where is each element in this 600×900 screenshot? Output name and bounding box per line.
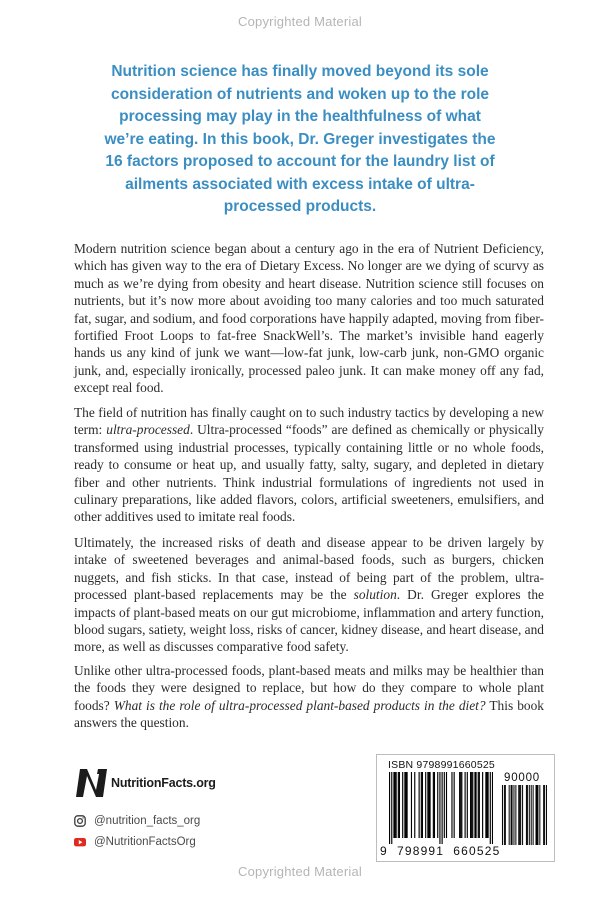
- addon-bar: [543, 785, 544, 845]
- barcode-bar: [389, 772, 390, 844]
- emphasis-question: What is the role of ultra-processed plant-based products in the diet?: [113, 697, 486, 713]
- barcode-bar: [465, 772, 466, 838]
- barcode-bar: [419, 772, 420, 838]
- barcode-bar: [433, 772, 434, 838]
- ean13-bars: [389, 772, 493, 844]
- barcode-bar: [404, 772, 405, 838]
- barcode-bar: [475, 772, 476, 838]
- barcode-bar: [405, 772, 406, 838]
- addon-bar: [502, 785, 503, 845]
- youtube-icon: [74, 836, 86, 848]
- addon-bar: [511, 785, 512, 845]
- instagram-handle[interactable]: [74, 813, 200, 829]
- barcode-bar: [434, 772, 435, 838]
- barcode-bar: [482, 772, 483, 838]
- addon-bar: [515, 785, 516, 845]
- barcode-bar: [471, 772, 472, 838]
- barcode-bar: [486, 772, 487, 838]
- barcode-bar: [451, 772, 452, 838]
- paragraph-text: . Dr. Greger explores the impacts of plant-based meats on our gut microbiome, inflammation and artery function, blood sugars, satiety, weight loss, risks of cancer, kidney disease, and heart disease, and more, as well as discusses comparative food safety.: [74, 587, 545, 655]
- isbn-barcode: [376, 754, 555, 862]
- addon-bar: [537, 785, 538, 845]
- ean-human-readable: 9 798991 660525: [380, 844, 501, 858]
- addon-bar: [526, 785, 527, 845]
- paragraph-text: This book answers the question.: [74, 697, 544, 731]
- description-paragraph-1: Modern nutrition science began about a century ago in the era of Nutrient Deficiency, which has given way to the era of Dietary Excess. No longer are we dying of scurvy as much as we’re dying from obesity and heart disease. Nutrition science still focuses on nutrients, but it’s now more about avoiding too many calories and too much saturated fat, sugar, and sodium, and food corporations have happily adapted, moving from fiber-fortified Froot Loops to fat-free SnackWell’s. The market’s invisible hand eagerly hands us any kind of junk we want—low-fat junk, low-carb junk, non-GMO organic junk, and, especially ironically, processed paleo junk. It can make money off any fad, except real food.: [74, 241, 544, 396]
- addon-bar: [522, 785, 523, 845]
- addon-bar: [527, 785, 528, 845]
- barcode-bar: [411, 772, 412, 838]
- description-paragraph-2: [74, 404, 544, 526]
- emphasis-term: solution: [353, 587, 397, 603]
- paragraph-text: Ultimately, the increased risks of death and disease appear to be driven largely by intake of sweetened beverages and animal-based foods, such as burgers, chicken nuggets, and fish sticks. In that case, instead of being part of the problem, ultra-processed plant-based replacements may be the: [74, 535, 544, 603]
- barcode-bar: [467, 772, 468, 838]
- description-paragraph-3: [74, 534, 544, 656]
- addon-bar: [536, 785, 537, 845]
- addon-bar: [518, 785, 519, 845]
- addon-bars: [501, 785, 547, 845]
- barcode-bar: [407, 772, 408, 838]
- barcode-bar: [439, 772, 440, 844]
- cover-blurb: Nutrition science has finally moved beyond its sole consideration of nutrients and woken up to the role processing may play in the healthfulness of what we’re eating. In this book, Dr. Greger investigates the 16 factors proposed to account for the laundry list of ailments associated with excess intake of ultra-processed products.: [104, 63, 496, 215]
- barcode-bar: [454, 772, 455, 838]
- barcode-bar: [430, 772, 431, 838]
- addon-bar: [533, 785, 534, 845]
- barcode-bar: [421, 772, 422, 838]
- addon-bar: [544, 785, 545, 845]
- addon-bar: [504, 785, 505, 845]
- barcode-bar: [393, 772, 394, 838]
- youtube-handle-text: @NutritionFactsOrg: [94, 836, 196, 848]
- addon-bar: [519, 785, 520, 845]
- barcode-bar: [398, 772, 399, 838]
- barcode-bar: [446, 772, 447, 838]
- addon-bar: [505, 785, 506, 845]
- barcode-bar: [402, 772, 403, 838]
- barcode-bar: [396, 772, 397, 838]
- youtube-handle[interactable]: [74, 834, 196, 850]
- barcode-bar: [460, 772, 461, 838]
- barcode-bar: [425, 772, 426, 838]
- instagram-icon: [74, 815, 86, 827]
- barcode-bar: [427, 772, 428, 838]
- addon-bar: [509, 785, 510, 845]
- addon-bar: [531, 785, 532, 845]
- barcode-bar: [474, 772, 475, 838]
- barcode-bar: [492, 772, 493, 844]
- barcode-bar: [488, 772, 489, 838]
- nutritionfacts-logo-mark-icon: [74, 766, 108, 800]
- publisher-name: NutritionFacts.org: [111, 776, 216, 790]
- barcode-bar: [472, 772, 473, 838]
- barcode-bar: [459, 772, 460, 838]
- barcode-bar: [442, 772, 443, 844]
- barcode-bar: [428, 772, 429, 838]
- barcode-bar: [461, 772, 462, 838]
- paragraph-text: Unlike other ultra-processed foods, plant-based meats and milks may be healthier than the foods they were designed to replace, but how do they compare to whole plant foods?: [74, 663, 544, 713]
- paragraph-text: The field of nutrition has finally caught on to such industry tactics by developing a new term:: [74, 405, 544, 438]
- copyright-watermark-top: Copyrighted Material: [238, 14, 362, 29]
- addon-bar: [539, 785, 540, 845]
- addon-bar: [529, 785, 530, 845]
- emphasis-term: ultra-processed: [106, 422, 190, 438]
- barcode-bar: [437, 772, 438, 838]
- price-addon-digits: 90000: [504, 772, 540, 784]
- publisher-logo: [74, 766, 216, 800]
- barcode-bar: [414, 772, 415, 838]
- addon-bar: [520, 785, 521, 845]
- barcode-bar: [422, 772, 423, 838]
- barcode-bar: [485, 772, 486, 838]
- barcode-bar: [444, 772, 445, 838]
- barcode-bar: [490, 772, 491, 844]
- copyright-watermark-bottom: Copyrighted Material: [238, 864, 362, 879]
- isbn-label: ISBN 9798991660525: [388, 759, 495, 771]
- barcode-bar: [394, 772, 395, 838]
- addon-bar: [546, 785, 547, 845]
- barcode-bar: [478, 772, 479, 838]
- addon-bar: [512, 785, 513, 845]
- barcode-bar: [391, 772, 392, 844]
- addon-bar: [536, 785, 537, 845]
- description-paragraph-4: [74, 662, 544, 732]
- barcode-bar: [399, 772, 400, 838]
- addon-bar: [513, 785, 514, 845]
- barcode-bar: [479, 772, 480, 838]
- paragraph-text: . Ultra-processed “foods” are defined as chemically or physically transformed using industrial processes, typically containing little or no whole foods, ready to consume or heat up, and usually fatty, salty, sugary, and depleted in dietary fiber and other nutrients. Think industrial formulations of ingredients not used in culinary preparations, like added flavors, colors, artificial sweeteners, emulsifiers, and other additives used to imitate real foods.: [74, 422, 544, 525]
- barcode-bar: [470, 772, 471, 838]
- instagram-handle-text: @nutrition_facts_org: [94, 815, 201, 827]
